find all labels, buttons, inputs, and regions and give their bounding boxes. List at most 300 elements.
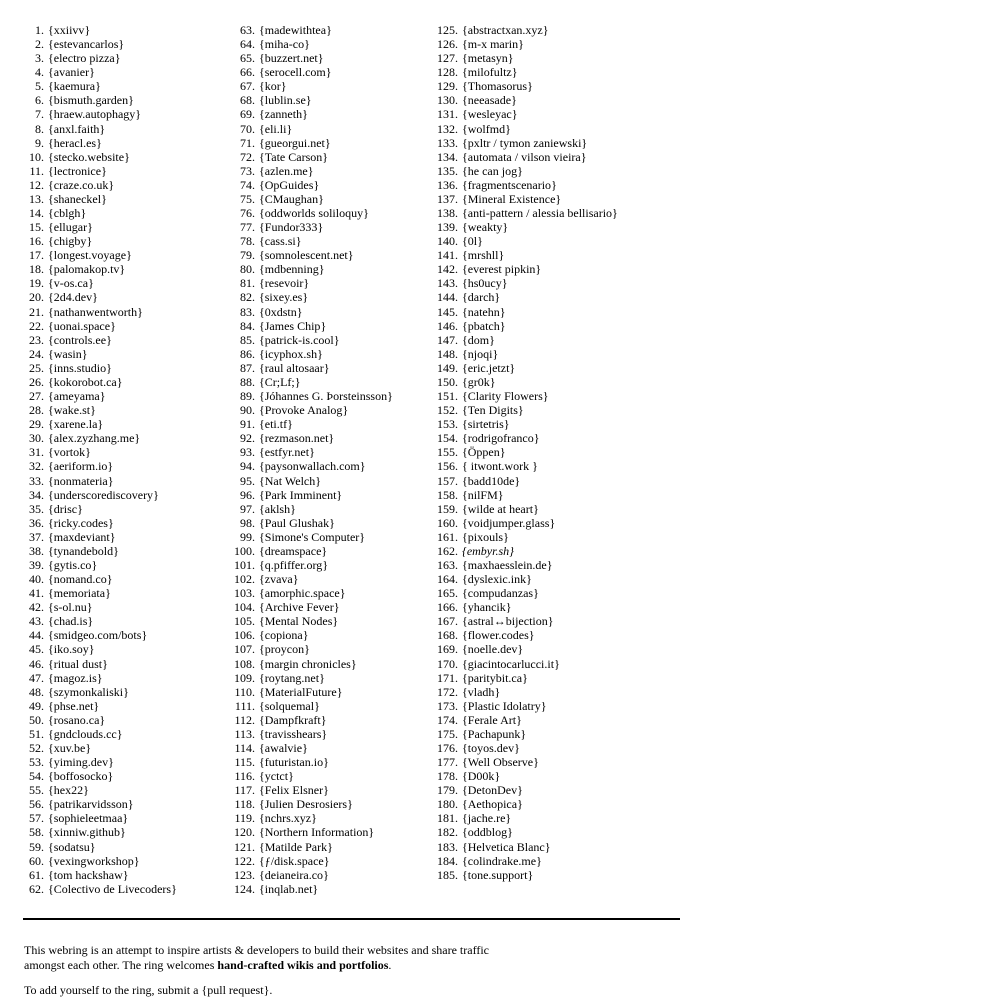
webring-site-link[interactable]: {azlen.me} — [259, 163, 314, 178]
webring-site-link[interactable]: {paritybit.ca} — [462, 670, 528, 685]
webring-site-link[interactable]: {Mineral Existence} — [462, 191, 562, 206]
webring-site-name: nonmateria — [53, 473, 108, 488]
webring-site-link[interactable]: {xarene.la} — [48, 417, 104, 432]
webring-site-name: voidjumper.glass — [467, 515, 550, 530]
webring-item — [410, 741, 618, 755]
webring-site-link[interactable]: {vortok} — [48, 445, 91, 460]
webring-item — [410, 445, 618, 459]
webring-item — [208, 164, 393, 178]
webring-site-link[interactable]: {estfyr.net} — [259, 445, 315, 460]
webring-site-link[interactable]: {amorphic.space} — [259, 586, 346, 601]
pull-request-link[interactable]: {pull request} — [201, 983, 270, 997]
webring-item-number: 146. — [437, 318, 458, 333]
webring-site-link[interactable]: {Thomasorus} — [462, 79, 533, 94]
webring-item-number: 67. — [240, 79, 255, 94]
webring-item-number: 68. — [240, 93, 255, 108]
webring-site-link[interactable]: {jache.re} — [462, 811, 512, 826]
webring-item-number: 11. — [29, 163, 44, 178]
webring-site-name: Clarity Flowers — [467, 389, 543, 404]
webring-item — [0, 840, 177, 854]
webring-item-number: 64. — [240, 37, 255, 52]
webring-site-link[interactable]: {weakty} — [462, 220, 509, 235]
webring-item-number: 96. — [240, 487, 255, 502]
webring-item — [410, 755, 618, 769]
webring-item-number: 31. — [29, 445, 44, 460]
webring-site-link[interactable]: {embyr.sh} — [462, 543, 514, 558]
webring-site-link[interactable]: {sirtetris} — [462, 417, 510, 432]
webring-site-link[interactable]: {smidgeo.com/bots} — [48, 628, 148, 643]
webring-site-name: rezmason.net — [264, 431, 329, 446]
webring-item — [0, 671, 177, 685]
webring-site-link[interactable]: {hex22} — [48, 783, 89, 798]
webring-site-link[interactable]: {sophieleetmaa} — [48, 811, 129, 826]
webring-site-link[interactable]: {xuv.be} — [48, 740, 92, 755]
webring-item-number: 93. — [240, 445, 255, 460]
webring-item — [410, 614, 618, 628]
webring-site-link[interactable]: {toyos.dev} — [462, 740, 520, 755]
webring-site-link[interactable]: {rodrigofranco} — [462, 431, 540, 446]
webring-site-name: pbatch — [467, 318, 500, 333]
webring-site-link[interactable]: {Helvetica Blanc} — [462, 839, 551, 854]
webring-item — [410, 600, 618, 614]
webring-site-link[interactable]: {Ten Digits} — [462, 403, 524, 418]
webring-item-number: 119. — [234, 811, 255, 826]
webring-item-number: 141. — [437, 248, 458, 263]
webring-item — [208, 107, 393, 121]
webring-item — [0, 797, 177, 811]
webring-site-link[interactable]: {Park Imminent} — [259, 487, 343, 502]
webring-item — [0, 685, 177, 699]
webring-site-link[interactable]: {Fundor333} — [259, 220, 324, 235]
webring-site-link[interactable]: {compudanzas} — [462, 586, 539, 601]
webring-site-link[interactable]: {craze.co.uk} — [48, 177, 115, 192]
webring-item — [410, 319, 618, 333]
webring-item-number: 55. — [29, 783, 44, 798]
webring-site-link[interactable]: {yhancik} — [462, 600, 512, 615]
webring-item — [208, 572, 393, 586]
webring-site-link[interactable]: {aeriform.io} — [48, 459, 114, 474]
webring-site-name: wasin — [53, 346, 82, 361]
webring-site-link[interactable]: {miha-co} — [259, 37, 310, 52]
webring-item-number: 61. — [29, 867, 44, 882]
webring-item — [208, 93, 393, 107]
webring-site-link[interactable]: {buzzert.net} — [259, 51, 324, 66]
webring-item — [0, 234, 177, 248]
webring-site-link[interactable]: {icyphox.sh} — [259, 346, 323, 361]
webring-site-link[interactable]: {gueorgui.net} — [259, 135, 331, 150]
webring-site-link[interactable]: {oddblog} — [462, 825, 513, 840]
webring-site-link[interactable]: {uonai.space} — [48, 318, 116, 333]
webring-site-link[interactable]: {Mental Nodes} — [259, 614, 339, 629]
webring-site-link[interactable]: {Tate Carson} — [259, 149, 329, 164]
webring-site-link[interactable]: {abstractxan.xyz} — [462, 23, 549, 37]
webring-site-name: kor — [264, 79, 281, 94]
webring-site-link[interactable]: {estevancarlos} — [48, 37, 125, 52]
webring-site-link[interactable]: {memoriata} — [48, 586, 111, 601]
webring-site-link[interactable]: {noelle.dev} — [462, 642, 524, 657]
webring-site-link[interactable]: {yiming.dev} — [48, 755, 114, 770]
webring-site-link[interactable]: {sixey.es} — [259, 290, 309, 305]
webring-site-link[interactable]: {alex.zyzhang.me} — [48, 431, 141, 446]
webring-site-link[interactable]: {ƒ/disk.space} — [259, 853, 330, 868]
webring-site-link[interactable]: {Ferale Art} — [462, 712, 522, 727]
webring-site-link[interactable]: {gr0k} — [462, 374, 496, 389]
webring-site-link[interactable]: {nathanwentworth} — [48, 304, 143, 319]
webring-item-number: 133. — [437, 135, 458, 150]
webring-site-link[interactable]: {dreamspace} — [259, 543, 328, 558]
webring-site-name: yctct — [264, 769, 289, 784]
webring-site-link[interactable]: {flower.codes} — [462, 628, 535, 643]
webring-site-link[interactable]: {natehn} — [462, 304, 506, 319]
webring-site-link[interactable]: {milofultz} — [462, 65, 518, 80]
webring-item — [0, 699, 177, 713]
webring-site-name: bismuth.garden — [53, 93, 129, 108]
webring-site-link[interactable]: {somnolescent.net} — [259, 248, 354, 263]
webring-site-link[interactable]: {everest pipkin} — [462, 262, 542, 277]
webring-site-link[interactable]: {resevoir} — [259, 276, 310, 291]
webring-site-link[interactable]: {dom} — [462, 332, 495, 347]
webring-item — [0, 417, 177, 431]
webring-item — [208, 530, 393, 544]
webring-item-number: 135. — [437, 163, 458, 178]
webring-site-name: 2d4.dev — [53, 290, 93, 305]
webring-site-link[interactable]: {darch} — [462, 290, 501, 305]
webring-item-number: 18. — [29, 262, 44, 277]
webring-site-link[interactable]: {anti-pattern / alessia bellisario} — [462, 206, 618, 221]
webring-site-link[interactable]: {solquemal} — [259, 698, 320, 713]
webring-site-link[interactable]: {inns.studio} — [48, 360, 112, 375]
webring-site-name: flower.codes — [467, 628, 529, 643]
webring-site-name: mdbenning — [264, 262, 319, 277]
webring-site-link[interactable]: {D00k} — [462, 769, 501, 784]
webring-site-link[interactable]: {chad.is} — [48, 614, 94, 629]
webring-site-link[interactable]: {avanier} — [48, 65, 95, 80]
webring-site-link[interactable]: {magoz.is} — [48, 670, 103, 685]
webring-site-link[interactable]: {CMaughan} — [259, 191, 324, 206]
webring-site-name: Nat Welch — [264, 473, 316, 488]
webring-site-link[interactable]: {pbatch} — [462, 318, 506, 333]
webring-site-link[interactable]: {dyslexic.ink} — [462, 572, 532, 587]
webring-site-link[interactable]: {bismuth.garden} — [48, 93, 134, 108]
webring-site-link[interactable]: {tone.support} — [462, 867, 534, 882]
webring-site-link[interactable]: {palomakop.tv} — [48, 262, 126, 277]
webring-site-link[interactable]: {fragmentscenario} — [462, 177, 557, 192]
webring-site-link[interactable]: {tynandebold} — [48, 543, 119, 558]
webring-site-link[interactable]: {anxl.faith} — [48, 121, 106, 136]
webring-site-link[interactable]: {serocell.com} — [259, 65, 332, 80]
webring-item-number: 66. — [240, 65, 255, 80]
webring-site-link[interactable]: {lublin.se} — [259, 93, 312, 108]
webring-site-link[interactable]: {pixouls} — [462, 529, 509, 544]
webring-site-link[interactable]: {Felix Elsner} — [259, 783, 329, 798]
webring-site-link[interactable]: {MaterialFuture} — [259, 684, 343, 699]
webring-site-link[interactable]: {nonmateria} — [48, 473, 114, 488]
webring-site-link[interactable]: {gytis.co} — [48, 557, 98, 572]
webring-site-link[interactable]: {patrikarvidsson} — [48, 797, 134, 812]
webring-site-link[interactable]: {futuristan.io} — [259, 755, 329, 770]
webring-site-link[interactable]: {chigby} — [48, 234, 93, 249]
webring-site-link[interactable]: {Nat Welch} — [259, 473, 321, 488]
webring-site-link[interactable]: {Paul Glushak} — [259, 515, 335, 530]
webring-item — [0, 502, 177, 516]
webring-site-link[interactable]: {njoqi} — [462, 346, 499, 361]
webring-site-name: jache.re — [467, 811, 506, 826]
webring-site-link[interactable]: {q.pfiffer.org} — [259, 557, 329, 572]
webring-item-number: 8. — [35, 121, 44, 136]
webring-site-link[interactable]: {kokorobot.ca} — [48, 374, 123, 389]
webring-item-number: 81. — [240, 276, 255, 291]
webring-item — [410, 136, 618, 150]
webring-site-name: lectronice — [53, 163, 102, 178]
webring-site-link[interactable]: {eti.tf} — [259, 417, 293, 432]
webring-site-link[interactable]: {raul altosaar} — [259, 360, 330, 375]
webring-item-number: 19. — [29, 276, 44, 291]
webring-column-1 — [0, 23, 177, 896]
webring-site-link[interactable]: {Provoke Analog} — [259, 403, 349, 418]
webring-site-name: Jóhannes G. Þorsteinsson — [264, 389, 388, 404]
webring-site-link[interactable]: {Well Observe} — [462, 755, 539, 770]
webring-site-link[interactable]: {wesleyac} — [462, 107, 518, 122]
webring-site-link[interactable]: {oddworlds soliloquy} — [259, 206, 369, 221]
webring-site-link[interactable]: {s-ol.nu} — [48, 600, 93, 615]
webring-site-link[interactable]: {lectronice} — [48, 163, 107, 178]
webring-site-link[interactable]: {patrick-is.cool} — [259, 332, 340, 347]
webring-item-number: 52. — [29, 740, 44, 755]
webring-site-name: Fundor333 — [264, 220, 318, 235]
webring-site-name: ƒ/disk.space — [264, 853, 324, 868]
webring-site-link[interactable]: {wolfmd} — [462, 121, 511, 136]
webring-site-link[interactable]: {Colectivo de Livecoders} — [48, 881, 177, 896]
webring-site-link[interactable]: {giacintocarlucci.it} — [462, 656, 560, 671]
webring-item-number: 80. — [240, 262, 255, 277]
webring-site-name: badd10de — [467, 473, 515, 488]
webring-site-name: hraew.autophagy — [53, 107, 136, 122]
webring-site-link[interactable]: {inqlab.net} — [259, 881, 319, 896]
webring-site-link[interactable]: {DetonDev} — [462, 783, 523, 798]
webring-site-link[interactable]: {Öppen} — [462, 445, 506, 460]
webring-item-number: 69. — [240, 107, 255, 122]
webring-site-name: zvava — [264, 572, 293, 587]
webring-site-link[interactable]: {neeasade} — [462, 93, 517, 108]
webring-site-link[interactable]: {wilde at heart} — [462, 501, 539, 516]
webring-site-link[interactable]: {ameyama} — [48, 389, 106, 404]
webring-site-link[interactable]: {maxhaesslein.de} — [462, 557, 553, 572]
webring-site-link[interactable]: {underscorediscovery} — [48, 487, 159, 502]
webring-site-link[interactable]: {drisc} — [48, 501, 83, 516]
webring-site-link[interactable]: {Archive Fever} — [259, 600, 340, 615]
webring-site-link[interactable]: {margin chronicles} — [259, 656, 357, 671]
webring-site-link[interactable]: {Jóhannes G. Þorsteinsson} — [259, 389, 393, 404]
webring-site-name: azlen.me — [264, 163, 308, 178]
webring-site-link[interactable]: {stecko.website} — [48, 149, 130, 164]
webring-site-link[interactable]: {wasin} — [48, 346, 88, 361]
webring-site-link[interactable]: {Aethopica} — [462, 797, 523, 812]
webring-site-link[interactable]: {xxiivv} — [48, 23, 91, 37]
webring-site-link[interactable]: {vladh} — [462, 684, 501, 699]
webring-item-number: 10. — [29, 149, 44, 164]
webring-site-link[interactable]: {mrshll} — [462, 248, 505, 263]
webring-item-number: 92. — [240, 431, 255, 446]
webring-site-link[interactable]: {aklsh} — [259, 501, 296, 516]
webring-site-link[interactable]: {Northern Information} — [259, 825, 375, 840]
webring-item — [410, 375, 618, 389]
webring-site-link[interactable]: {ellugar} — [48, 220, 93, 235]
webring-item-number: 158. — [437, 487, 458, 502]
webring-site-link[interactable]: {paysonwallach.com} — [259, 459, 366, 474]
webring-site-link[interactable]: {ritual dust} — [48, 656, 108, 671]
webring-site-link[interactable]: {shaneckel} — [48, 191, 107, 206]
webring-site-name: rodrigofranco — [467, 431, 534, 446]
webring-site-link[interactable]: {kaemura} — [48, 79, 101, 94]
webring-site-name: kokorobot.ca — [53, 374, 117, 389]
webring-site-link[interactable]: {rezmason.net} — [259, 431, 335, 446]
webring-item-number: 20. — [29, 290, 44, 305]
webring-item — [410, 150, 618, 164]
webring-site-link[interactable]: {Clarity Flowers} — [462, 389, 549, 404]
webring-item-number: 183. — [437, 839, 458, 854]
webring-site-name: futuristan.io — [264, 755, 324, 770]
about-text: This webring is an attempt to inspire artists & developers to build their websites and share traffic amongst each other. The ring welcomes — [24, 943, 489, 972]
webring-site-link[interactable]: {OpGuides} — [259, 177, 320, 192]
webring-item-number: 76. — [240, 206, 255, 221]
webring-site-link[interactable]: {Cr;Lf;} — [259, 374, 301, 389]
webring-item-number: 181. — [437, 811, 458, 826]
webring-item — [410, 642, 618, 656]
webring-site-link[interactable]: {voidjumper.glass} — [462, 515, 556, 530]
webring-site-link[interactable]: {metasyn} — [462, 51, 514, 66]
webring-site-link[interactable]: {longest.voyage} — [48, 248, 132, 263]
webring-site-link[interactable]: {cass.si} — [259, 234, 302, 249]
webring-site-link[interactable]: {mdbenning} — [259, 262, 325, 277]
webring-site-name: stecko.website — [53, 149, 125, 164]
webring-site-link[interactable]: {szymonkaliski} — [48, 684, 129, 699]
webring-item — [208, 136, 393, 150]
webring-site-name: magoz.is — [53, 670, 97, 685]
webring-item — [410, 361, 618, 375]
webring-item-number: 79. — [240, 248, 255, 263]
webring-site-name: Archive Fever — [264, 600, 334, 615]
webring-site-link[interactable]: {nilFM} — [462, 487, 504, 502]
webring-site-link[interactable]: {wake.st} — [48, 403, 96, 418]
webring-item — [0, 164, 177, 178]
webring-site-link[interactable]: {rosano.ca} — [48, 712, 106, 727]
webring-item — [0, 305, 177, 319]
webring-site-link[interactable]: {Matilde Park} — [259, 839, 333, 854]
webring-site-link[interactable]: {travisshears} — [259, 726, 328, 741]
webring-site-name: xxiivv — [53, 23, 85, 37]
webring-site-link[interactable]: {kor} — [259, 79, 287, 94]
webring-item — [410, 474, 618, 488]
webring-item — [208, 614, 393, 628]
webring-site-link[interactable]: {automata / vilson vieira} — [462, 149, 587, 164]
webring-site-link[interactable]: {eli.li} — [259, 121, 293, 136]
webring-site-link[interactable]: {sodatsu} — [48, 839, 96, 854]
webring-site-link[interactable]: {maxdeviant} — [48, 529, 116, 544]
webring-site-link[interactable]: {Dampfkraft} — [259, 712, 327, 727]
webring-site-link[interactable]: {phse.net} — [48, 698, 100, 713]
webring-item-number: 105. — [234, 614, 255, 629]
webring-site-link[interactable]: {Plastic Idolatry} — [462, 698, 547, 713]
webring-site-link[interactable]: {colindrake.me} — [462, 853, 542, 868]
webring-site-name: paritybit.ca — [467, 670, 523, 685]
webring-site-link[interactable]: {electro pizza} — [48, 51, 121, 66]
webring-site-name: copiona — [264, 628, 303, 643]
webring-site-name: Helvetica Blanc — [467, 839, 545, 854]
webring-site-name: Ferale Art — [467, 712, 517, 727]
webring-site-link[interactable]: {zanneth} — [259, 107, 308, 122]
webring-site-link[interactable]: {m-x marin} — [462, 37, 524, 52]
webring-item — [0, 206, 177, 220]
webring-item-number: 39. — [29, 557, 44, 572]
webring-site-link[interactable]: {he can jog} — [462, 163, 523, 178]
webring-site-link[interactable]: {0l} — [462, 234, 483, 249]
webring-item — [208, 882, 393, 896]
webring-item-number: 118. — [234, 797, 255, 812]
webring-site-link[interactable]: {tom hackshaw} — [48, 867, 129, 882]
webring-site-link[interactable]: {badd10de} — [462, 473, 521, 488]
webring-site-name: boffosocko — [53, 769, 108, 784]
webring-item — [0, 192, 177, 206]
webring-site-link[interactable]: {pxltr / tymon zaniewski} — [462, 135, 588, 150]
webring-site-name: D00k — [467, 769, 495, 784]
webring-site-link[interactable]: {eric.jetzt} — [462, 360, 516, 375]
webring-item — [0, 488, 177, 502]
webring-site-link[interactable]: {astral↔bijection} — [462, 614, 554, 629]
webring-site-name: nomand.co — [53, 572, 107, 587]
webring-site-link[interactable]: {0xdstn} — [259, 304, 303, 319]
webring-site-link[interactable]: {nomand.co} — [48, 572, 113, 587]
webring-site-link[interactable]: {James Chip} — [259, 318, 327, 333]
webring-site-link[interactable]: {cblgh} — [48, 206, 87, 221]
webring-item-number: 167. — [437, 614, 458, 629]
webring-site-link[interactable]: {madewithtea} — [259, 23, 332, 37]
webring-item-number: 162. — [437, 543, 458, 558]
webring-site-link[interactable]: {yctct} — [259, 769, 294, 784]
webring-item — [410, 276, 618, 290]
webring-site-link[interactable]: {iko.soy} — [48, 642, 95, 657]
webring-site-name: s-ol.nu — [53, 600, 87, 615]
webring-site-link[interactable]: {Julien Desrosiers} — [259, 797, 353, 812]
webring-site-link[interactable]: {hraew.autophagy} — [48, 107, 142, 122]
webring-item — [208, 755, 393, 769]
webring-site-link[interactable]: {proycon} — [259, 642, 310, 657]
webring-site-link[interactable]: {roytang.net} — [259, 670, 325, 685]
webring-site-link[interactable]: {boffosocko} — [48, 769, 114, 784]
webring-site-link[interactable]: {v-os.ca} — [48, 276, 94, 291]
webring-site-link[interactable]: {xinniw.github} — [48, 825, 126, 840]
webring-site-name: MaterialFuture — [264, 684, 337, 699]
webring-site-link[interactable]: { itwont.work } — [462, 459, 538, 474]
webring-site-link[interactable]: {zvava} — [259, 572, 299, 587]
webring-site-link[interactable]: {nchrs.xyz} — [259, 811, 317, 826]
webring-site-link[interactable]: {Simone's Computer} — [259, 529, 366, 544]
webring-site-name: proycon — [264, 642, 305, 657]
webring-item-number: 49. — [29, 698, 44, 713]
webring-site-link[interactable]: {Pachapunk} — [462, 726, 527, 741]
webring-site-link[interactable]: {ricky.codes} — [48, 515, 114, 530]
webring-site-link[interactable]: {heracl.es} — [48, 135, 102, 150]
webring-site-link[interactable]: {awalvie} — [259, 740, 308, 755]
webring-site-link[interactable]: {deianeira.co} — [259, 867, 329, 882]
webring-site-name: estfyr.net — [264, 445, 310, 460]
webring-site-link[interactable]: {2d4.dev} — [48, 290, 98, 305]
webring-item-number: 163. — [437, 557, 458, 572]
webring-site-link[interactable]: {hs0ucy} — [462, 276, 508, 291]
webring-site-link[interactable]: {copiona} — [259, 628, 309, 643]
webring-site-link[interactable]: {controls.ee} — [48, 332, 112, 347]
webring-site-link[interactable]: {gndclouds.cc} — [48, 726, 123, 741]
webring-site-link[interactable]: {vexingworkshop} — [48, 853, 140, 868]
